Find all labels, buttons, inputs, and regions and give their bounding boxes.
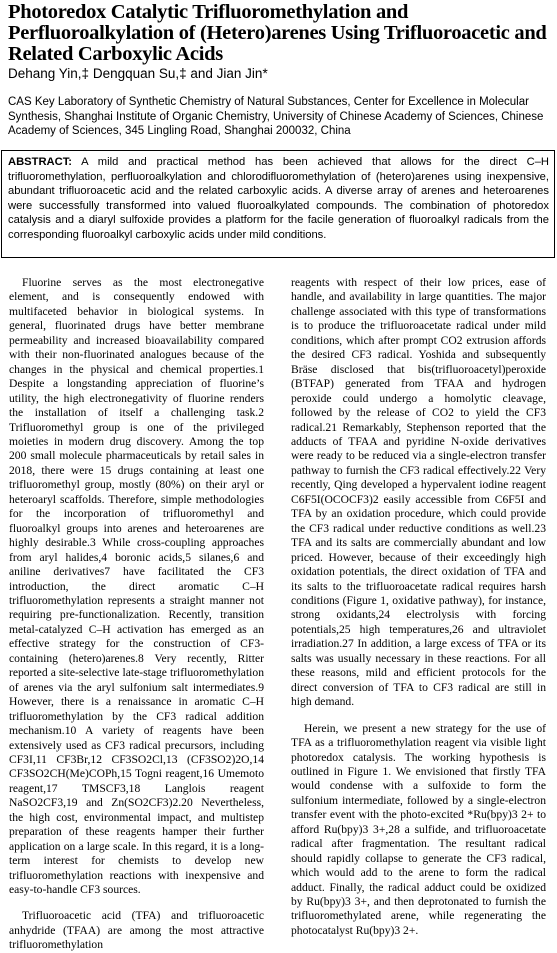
right-column	[291, 276, 546, 938]
paper-title: Photoredox Catalytic Trifluoromethylation and Perfluoroalkylation of (Hetero)arenes Using Trifluoroacetic and Related Carboxylic Acids	[8, 1, 547, 65]
body-paragraph: Trifluoroacetic acid (TFA) and trifluoroacetic anhydride (TFAA) are among the most attractive trifluoromethylation	[9, 909, 264, 952]
affiliation: CAS Key Laboratory of Synthetic Chemistry of Natural Substances, Center for Excellence in Molecular Synthesis, Shanghai Institute of Organic Chemistry, University of Chinese Academy of Sciences, Chinese Academy of Sciences, 345 Lingling Road, Shanghai 200032, China	[8, 96, 544, 137]
abstract-label: ABSTRACT:	[8, 156, 73, 168]
left-column	[9, 276, 264, 953]
body-paragraph: Fluorine serves as the most electronegative element, and is consequently endowed with multifaceted behavior in biological systems. In general, fluorinated drugs have better membrane permeability and increased bioavailability compared with their non-fluorinated analogues because of the changes in the physical and chemical properties.1 Despite a longstanding appreciation of fluorine’s utility, the high electronegativity of fluorine renders the installation of itself a challenging task.2 Trifluoromethyl group is one of the privileged moieties in modern drug discovery. Among the top 200 small molecule pharmaceuticals by retail sales in 2018, there were 15 drugs containing at least one trifluoromethyl group, mostly (80%) on their aryl or heteroaryl scaffolds. Therefore, simple methodologies for the incorporation of trifluoromethyl and fluoroalkyl groups into arenes and heteroarenes are highly desirable.3 While cross-coupling approaches from aryl halides,4 boronic acids,5 silanes,6 and aniline derivatives7 have facilitated the CF3 introduction, the direct aromatic C–H trifluoromethylation represents a straight manner not requiring pre-functionalization. Recently, transition metal-catalyzed C–H activation has emerged as an effective strategy for the construction of CF3-containing (hetero)arenes.8 Very recently, Ritter reported a site-selective late-stage trifluoromethylation of arenes via the aryl sulfonium salt intermediates.9 However, there is a renaissance in aromatic C–H trifluoromethylation by the CF3 radical addition mechanism.10 A variety of reagents have been extensively used as CF3 radical precursors, including CF3I,11 CF3Br,12 CF3SO2Cl,13 (CF3SO2)2O,14 CF3SO2CH(Me)COPh,15 Togni reagent,16 Umemoto reagent,17 TMSCF3,18 Langlois reagent NaSO2CF3,19 and Zn(SO2CF3)2.20 Nevertheless, the high cost, environmental impact, and multistep preparation of these reagents hamper their further application on a large scale. In this regard, it is a long-term interest for chemists to develop new trifluoromethylation reactions with inexpensive and easy-to-handle CF3 sources.	[9, 276, 264, 897]
author-list: Dehang Yin,‡ Dengquan Su,‡ and Jian Jin*	[8, 66, 268, 81]
abstract-box	[1, 150, 555, 258]
body-paragraph: Herein, we present a new strategy for the use of TFA as a trifluoromethylation reagent via visible light photoredox catalysis. The working hypothesis is outlined in Figure 1. We envisioned that firstly TFA would condense with a sulfoxide to form the sulfonium intermediate, followed by a single-electron transfer event with the photo-excited *Ru(bpy)3 2+ to afford Ru(bpy)3 3+,28 a sulfide, and trifluoroacetate radical after fragmentation. The resultant radical should rapidly collapse to generate the CF3 radical, which would add to the arene to form the radical adduct. Finally, the radical adduct could be oxidized by Ru(bpy)3 3+, and then deprotonated to furnish the trifluoromethylated arene, while regenerating the photocatalyst Ru(bpy)3 2+.	[291, 721, 546, 937]
abstract-text: A mild and practical method has been achieved that allows for the direct C–H trifluoromethylation, perfluoroalkylation and chlorodifluoromethylation of (hetero)arenes using inexpensive, abundant trifluoroacetic acid and the related carboxylic acids. A diverse array of arenes and heteroarenes were successfully transformed into valued fluoroalkylated compounds. The combination of photoredox catalysis and a diaryl sulfoxide provides a platform for the facile generation of fluoroalkyl radicals from the corresponding fluoroalkyl carboxylic acids under mild conditions.	[8, 156, 549, 241]
body-paragraph: reagents with respect of their low prices, ease of handle, and availability in large quantities. The major challenge associated with this type of transformations is to produce the trifluoroacetate radical under mild conditions, which after prompt CO2 extrusion affords the desired CF3 radical. Yoshida and subsequently Bräse disclosed that bis(trifluoroacetyl)peroxide (BTFAP) generated from TFAA and hydrogen peroxide could undergo a homolytic cleavage, followed by the release of CO2 to yield the CF3 radical.21 Remarkably, Stephenson reported that the adducts of TFAA and pyridine N-oxide derivatives were ready to be reduced via a single-electron transfer pathway to furnish the CF3 radical effectively.22 Very recently, Qing developed a hypervalent iodine reagent C6F5I(OCOCF3)2 easily accessible from C6F5I and TFA by an oxidation procedure, which could provide the CF3 radical under reductive conditions as well.23 TFA and its salts are commercially abundant and low priced. However, because of their exceedingly high oxidation potentials, the direct oxidation of TFA and its salts to the trifluoroacetate radical requires harsh conditions (Figure 1, oxidative pathway), for instance, strong oxidants,24 electrolysis with forcing potentials,25 high temperatures,26 and ultraviolet irradiation.27 In addition, a large excess of TFA or its salts was usually necessary in these reactions. For all these reasons, mild and efficient protocols for the direct conversion of TFA to CF3 radical are still in high demand.	[291, 276, 546, 709]
